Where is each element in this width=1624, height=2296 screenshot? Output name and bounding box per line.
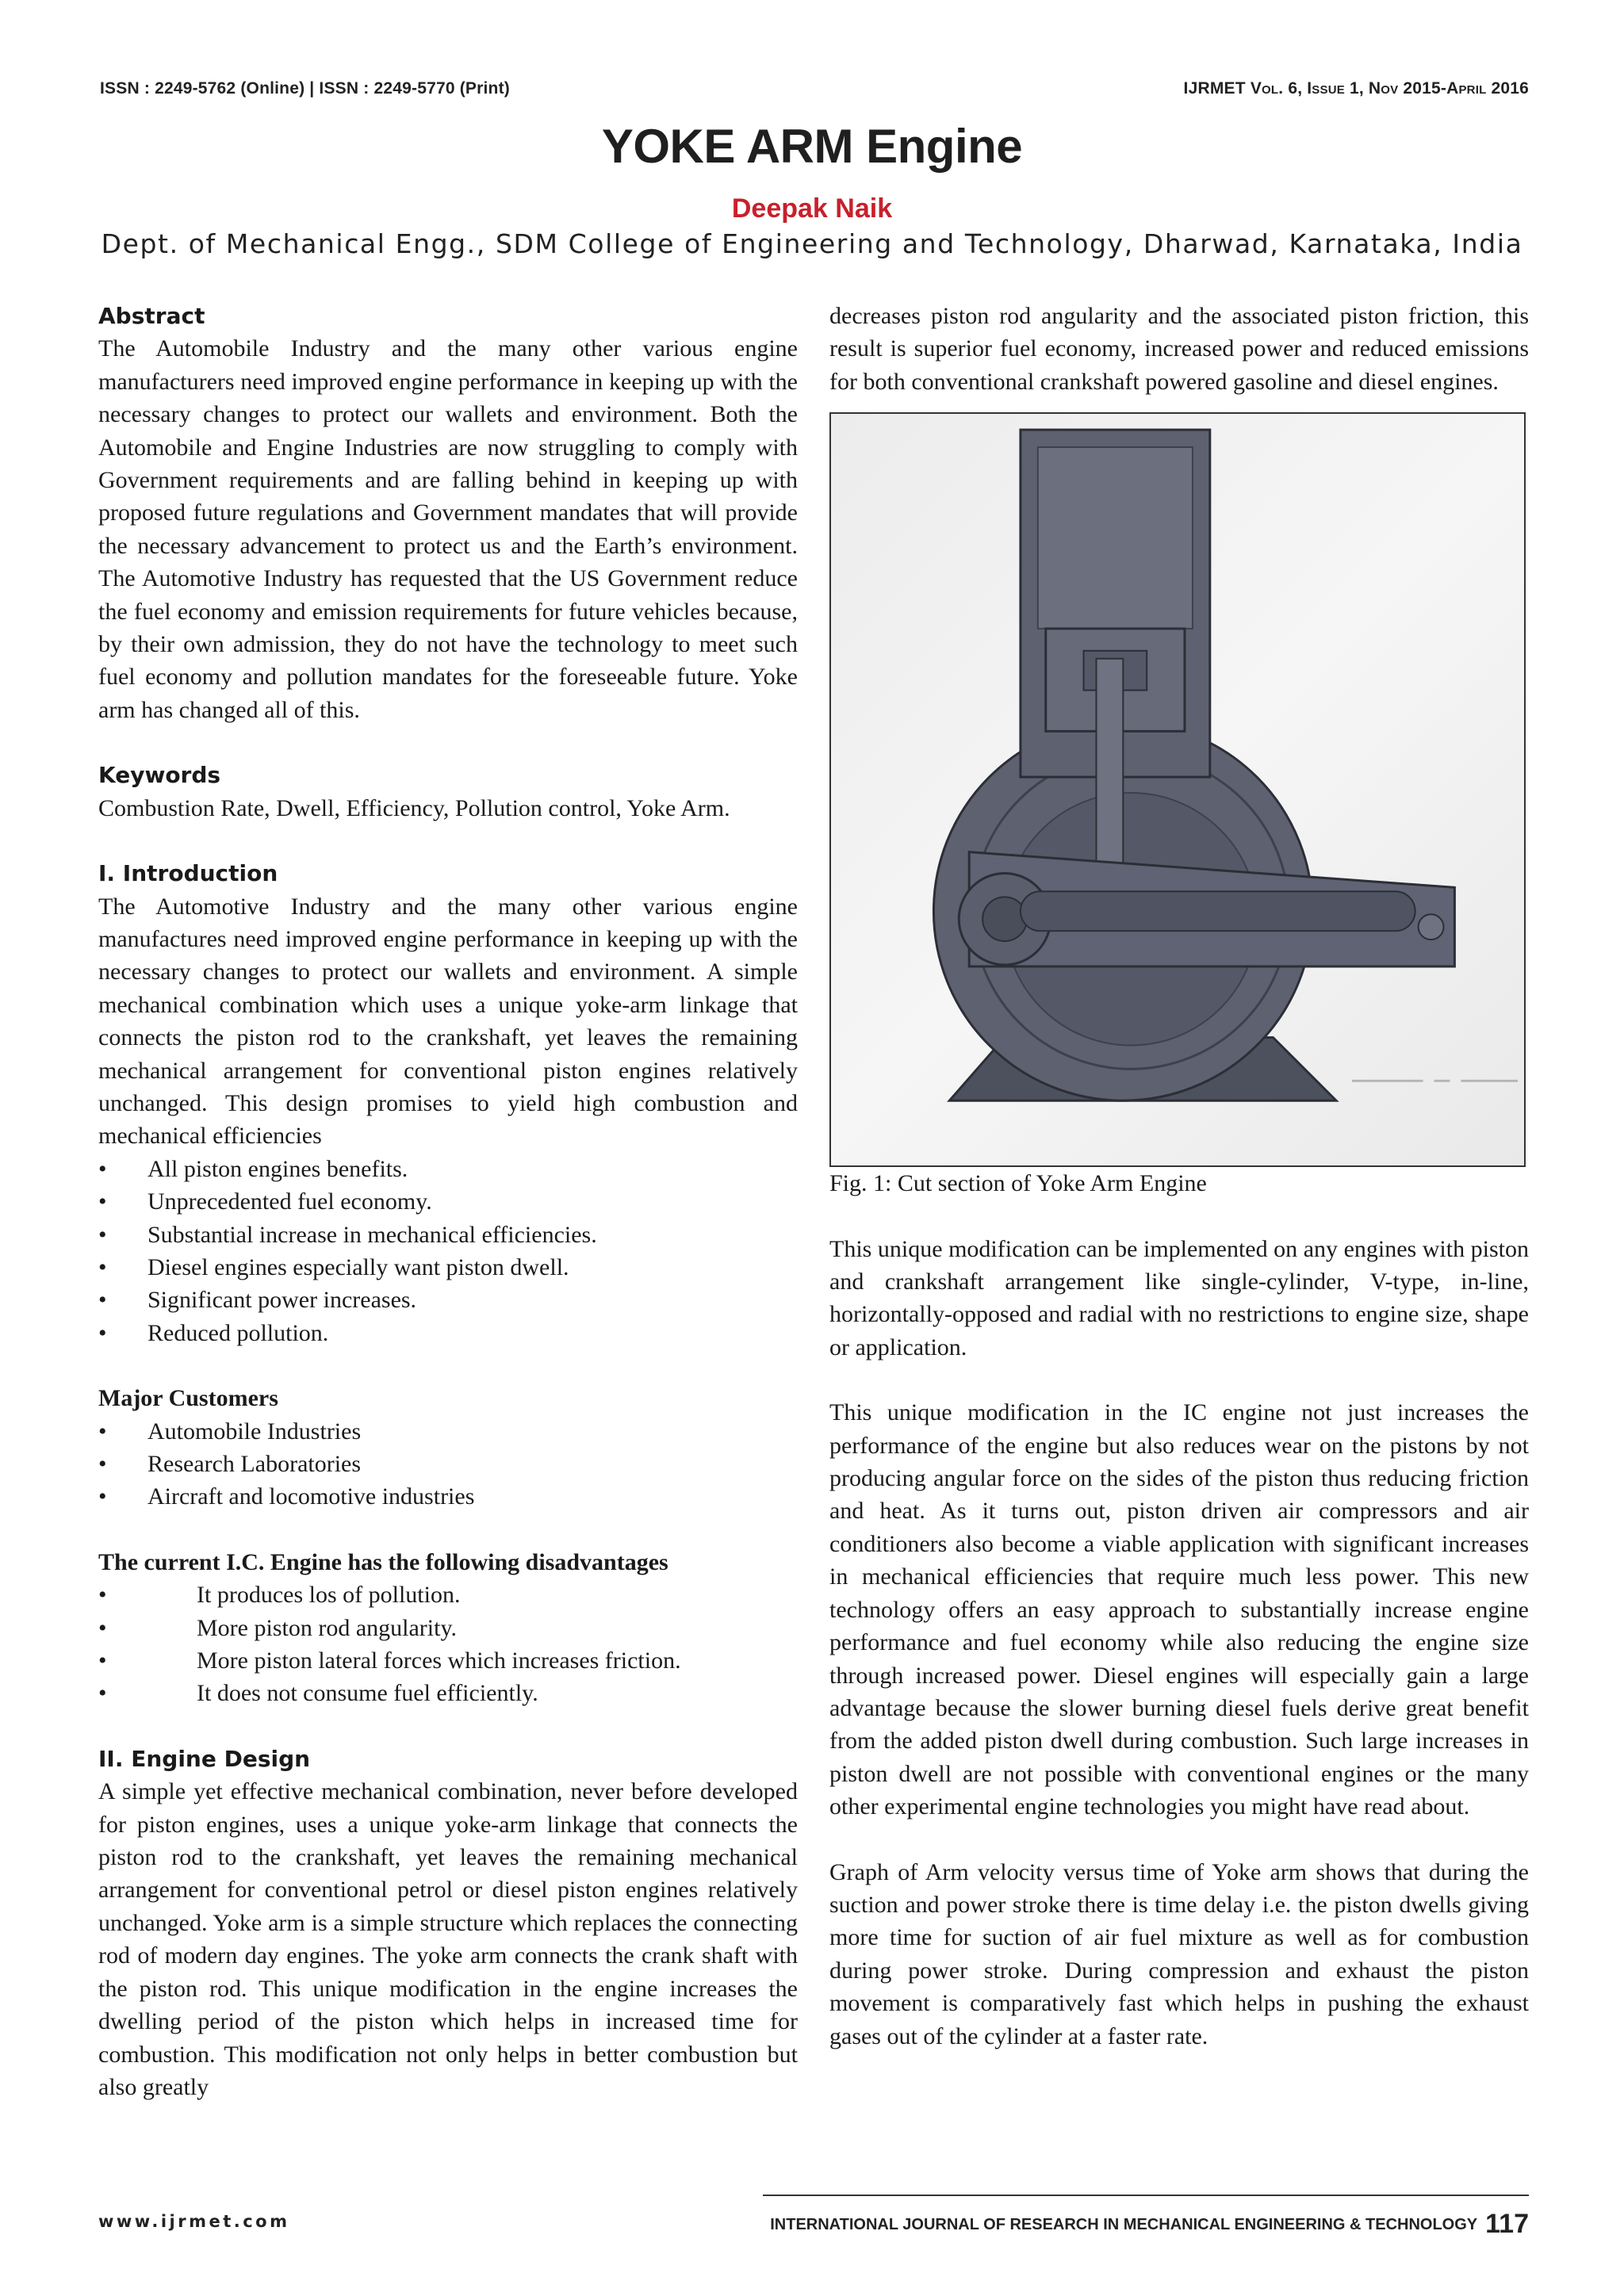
- body-paragraph: This unique modification in the IC engine not just increases the performance of the engine but also reduces wear on the pistons by not producing angular force on the sides of the piston thus reducing friction and heat. As it turns out, piston driven air compressors and air conditioners also become a viable application with significant increases in mechanical efficiencies that require much less power. This new technology offers an easy approach to substantially increase engine performance and fuel economy while also reducing the engine size through increased power. Diesel engines will especially gain a large advantage because the slower burning diesel fuels derive great benefit from the added piston dwell during combustion. Such large increases in piston dwell are not possible with conventional engines or the many other experimental engine technologies you might have read about.: [829, 1399, 1529, 1820]
- author-affiliation: Dept. of Mechanical Engg., SDM College of Engineering and Technology, Dharwad, Karnataka, India: [101, 228, 1523, 259]
- issn-header: ISSN : 2249-5762 (Online) | ISSN : 2249-5770 (Print): [100, 79, 510, 98]
- volume-issue: Vol. 6, Issue 1, Nov 2015-April 2016: [1250, 79, 1529, 98]
- footer-journal-name: INTERNATIONAL JOURNAL OF RESEARCH IN MECHANICAL ENGINEERING & TECHNOLOGY: [770, 2216, 1478, 2233]
- list-item: • Reduced pollution.: [98, 1317, 798, 1349]
- body-paragraph: This unique modification can be implemented on any engines with piston and crankshaft arrangement like single-cylinder, V-type, in-line, horizontally-opposed and radial with no restrictions to engine size, shape or application.: [829, 1235, 1529, 1360]
- list-item: • More piston rod angularity.: [98, 1612, 798, 1644]
- footer-website: www.ijrmet.com: [98, 2212, 290, 2231]
- crank-pin: [982, 897, 1027, 942]
- list-item: • Substantial increase in mechanical efficiencies.: [98, 1219, 798, 1251]
- author-name: Deepak Naik: [731, 193, 893, 224]
- journal-header: [1184, 79, 1529, 98]
- engine-design-heading: II. Engine Design: [98, 1745, 311, 1772]
- disadvantages-list: [98, 1578, 798, 1710]
- body-paragraph: Graph of Arm velocity versus time of Yoke arm shows that during the suction and power stroke there is time delay i.e. the piston dwells giving more time for suction of air fuel mixture as well as for combustion during power stroke. During compression and exhaust the piston movement is comparatively fast which helps in pushing the exhaust gases out of the cylinder at a faster rate.: [829, 1858, 1529, 2049]
- cylinder-bore: [1038, 447, 1193, 629]
- footer-rule: [763, 2195, 1529, 2196]
- list-item: • Unprecedented fuel economy.: [98, 1185, 798, 1218]
- figure-yoke-arm-engine: [829, 412, 1526, 1167]
- list-item: • Research Laboratories: [98, 1448, 798, 1480]
- left-column: [98, 300, 798, 2103]
- benefits-list: [98, 1153, 798, 1349]
- arm-end-pivot: [1419, 914, 1444, 939]
- introduction-heading: I. Introduction: [98, 860, 278, 887]
- list-item: • It does not consume fuel efficiently.: [98, 1677, 798, 1709]
- right-column: [829, 300, 1529, 2053]
- list-item: • Diesel engines especially want piston dwell.: [98, 1251, 798, 1284]
- list-item: • All piston engines benefits.: [98, 1153, 798, 1185]
- engine-design-continued: decreases piston rod angularity and the associated piston friction, this result is superior fuel economy, increased power and reduced emissions for both conventional crankshaft powered gasoline and diesel engines.: [829, 303, 1529, 395]
- engine-illustration: [831, 414, 1524, 1165]
- customers-list: [98, 1415, 798, 1513]
- keywords-heading: Keywords: [98, 762, 221, 789]
- list-item: • Significant power increases.: [98, 1284, 798, 1316]
- list-item: • It produces los of pollution.: [98, 1578, 798, 1611]
- page-number: 117: [1485, 2209, 1529, 2239]
- disadvantages-heading: The current I.C. Engine has the following disadvantages: [98, 1548, 668, 1575]
- journal-abbr: IJRMET: [1183, 79, 1246, 98]
- abstract-heading: Abstract: [98, 303, 205, 329]
- customers-heading: Major Customers: [98, 1385, 278, 1412]
- list-item: • Aircraft and locomotive industries: [98, 1480, 798, 1513]
- paper-title: YOKE ARM Engine: [601, 120, 1023, 173]
- footer-journal: [770, 2209, 1529, 2240]
- yoke-slot: [1021, 892, 1415, 932]
- list-item: • More piston lateral forces which increases friction.: [98, 1644, 798, 1677]
- list-item: • Automobile Industries: [98, 1415, 798, 1448]
- keywords-text: Combustion Rate, Dwell, Efficiency, Pollution control, Yoke Arm.: [98, 794, 730, 821]
- figure-caption: Fig. 1: Cut section of Yoke Arm Engine: [829, 1170, 1207, 1197]
- introduction-text: The Automotive Industry and the many other various engine manufactures need improved engine performance in keeping up with the necessary changes to protect our wallets and environment. A simple mechanical combination which uses a unique yoke-arm linkage that connects the piston rod to the crankshaft, yet leaves the remaining mechanical arrangement for conventional piston engines relatively unchanged. This design promises to yield high combustion and mechanical efficiencies: [98, 893, 798, 1150]
- abstract-text: The Automobile Industry and the many other various engine manufacturers need improved engine performance in keeping up with the necessary changes to protect our wallets and environment. Both the Automobile and Engine Industries are now struggling to comply with Government requirements and are falling behind in keeping up with proposed future regulations and Government mandates that will provide the necessary advancement to protect us and the Earth’s environment. The Automotive Industry has requested that the US Government reduce the fuel economy and emission requirements for future vehicles because, by their own admission, they do not have the technology to meet such fuel economy and pollution mandates for the foreseeable future. Yoke arm has changed all of this.: [98, 335, 798, 723]
- engine-design-text: A simple yet effective mechanical combination, never before developed for piston engines, uses a unique yoke-arm linkage that connects the piston rod to the crankshaft, yet leaves the remaining mechanical arrangement for conventional petrol or diesel piston engines relatively unchanged. Yoke arm is a simple structure which replaces the connecting rod of modern day engines. The yoke arm connects the crank shaft with the piston rod. This unique modification in the engine increases the dwelling period of the piston which helps in increased time for combustion. This modification not only helps in better combustion but also greatly: [98, 1778, 798, 2100]
